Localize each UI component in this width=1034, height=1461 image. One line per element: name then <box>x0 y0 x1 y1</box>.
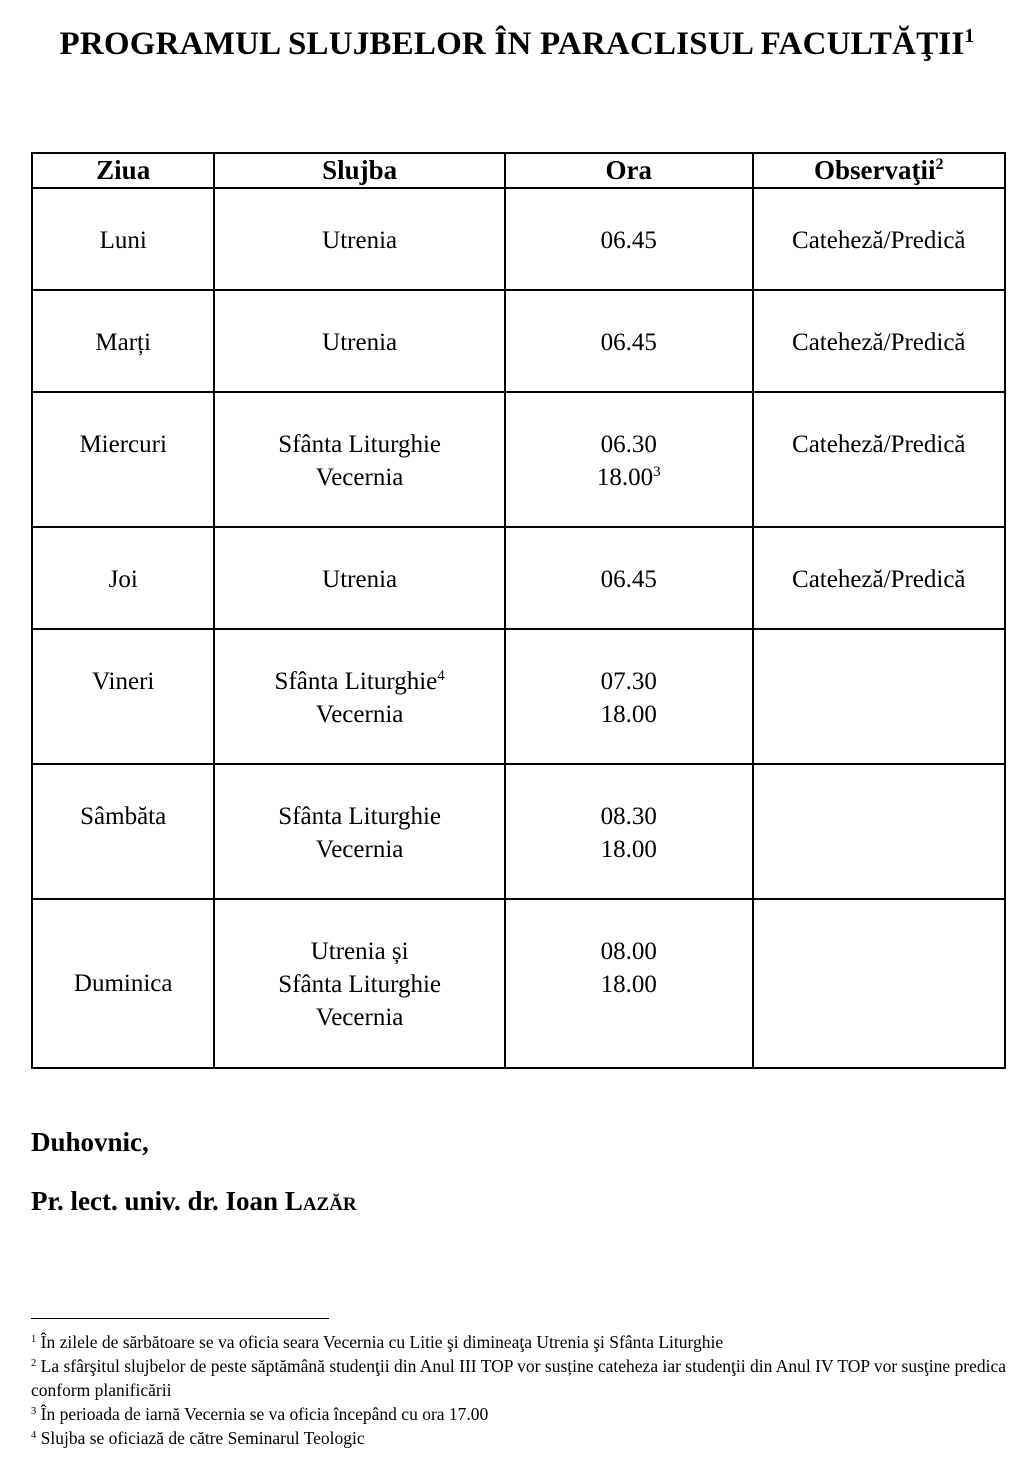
table-row <box>32 188 1005 290</box>
table-row <box>32 899 1005 1068</box>
observation-label: Cateheză/Predică <box>792 227 966 254</box>
cell-time <box>505 527 753 629</box>
day-label: Luni <box>99 227 147 254</box>
cell-day <box>32 899 214 1068</box>
footnote-number: 3 <box>31 1406 37 1418</box>
footnote-number: 1 <box>31 1334 37 1346</box>
cell-service <box>214 764 505 899</box>
cell-day <box>32 629 214 764</box>
cell-observations <box>753 629 1005 764</box>
signature-surname: Lazăr <box>284 1186 357 1216</box>
header-observations-text: Observaţii <box>813 155 936 185</box>
day-label: Vineri <box>92 668 155 695</box>
page-title <box>0 26 1034 63</box>
header-observations <box>753 153 1005 188</box>
cell-observations <box>753 764 1005 899</box>
header-day: Ziua <box>32 153 214 188</box>
time-label: 18.00 <box>600 701 657 728</box>
time-label: 07.30 <box>600 668 657 695</box>
day-label: Joi <box>108 566 138 593</box>
footnote-1 <box>31 1330 1006 1354</box>
cell-service <box>214 527 505 629</box>
service-label: Vecernia <box>315 701 404 728</box>
cell-time <box>505 899 753 1068</box>
signature-role: Duhovnic, <box>31 1127 149 1157</box>
service-label: Utrenia <box>322 329 398 356</box>
service-footnote-ref: 4 <box>437 668 445 684</box>
table-header-row <box>32 153 1005 188</box>
footnote-number: 2 <box>31 1358 37 1370</box>
cell-service <box>214 188 505 290</box>
service-value: Sfânta Liturghie <box>274 668 438 695</box>
cell-service <box>214 899 505 1068</box>
service-label: Vecernia <box>315 836 404 863</box>
footnote-3 <box>31 1402 1006 1426</box>
service-label: Sfânta Liturghie <box>278 803 441 830</box>
footnote-text: Slujba se oficiază de către Seminarul Teologic <box>40 1428 365 1448</box>
signature-name-prefix: Pr. lect. univ. dr. Ioan <box>31 1186 285 1216</box>
footnote-text: În zilele de sărbătoare se va oficia seara Vecernia cu Litie şi dimineaţa Utrenia şi Sfânta Liturghie <box>40 1332 724 1352</box>
service-label <box>215 665 504 698</box>
service-label: Utrenia <box>322 227 398 254</box>
title-footnote-ref: 1 <box>964 25 975 48</box>
day-label: Duminica <box>73 970 173 997</box>
footnote-text: În perioada de iarnă Vecernia se va oficia începând cu ora 17.00 <box>40 1404 489 1424</box>
cell-service <box>214 392 505 527</box>
cell-time <box>505 188 753 290</box>
footnote-separator <box>31 1318 329 1319</box>
header-service: Slujba <box>214 153 505 188</box>
cell-time <box>505 629 753 764</box>
time-label: 06.30 <box>600 431 657 458</box>
cell-observations <box>753 290 1005 392</box>
cell-day <box>32 527 214 629</box>
cell-time <box>505 764 753 899</box>
time-label: 06.45 <box>600 227 657 254</box>
day-label: Miercuri <box>79 431 167 458</box>
time-label: 18.00 <box>600 836 657 863</box>
cell-observations <box>753 392 1005 527</box>
time-label: 06.45 <box>600 329 657 356</box>
table-row <box>32 290 1005 392</box>
cell-time <box>505 392 753 527</box>
footnotes <box>31 1330 1006 1450</box>
service-label: Sfânta Liturghie <box>278 971 441 998</box>
cell-day <box>32 392 214 527</box>
header-observations-footnote-ref: 2 <box>935 155 944 174</box>
time-label <box>506 461 752 494</box>
header-time: Ora <box>505 153 753 188</box>
day-label: Marți <box>95 329 151 356</box>
time-value: 18.00 <box>596 464 654 491</box>
observation-label <box>754 765 1004 800</box>
table-row <box>32 764 1005 899</box>
cell-observations <box>753 899 1005 1068</box>
cell-service <box>214 290 505 392</box>
observation-label: Cateheză/Predică <box>792 329 966 356</box>
signature-name <box>31 1186 357 1217</box>
time-label: 06.45 <box>600 566 657 593</box>
footnote-number: 4 <box>31 1430 37 1442</box>
service-label: Vecernia <box>315 464 404 491</box>
service-label: Vecernia <box>315 1004 404 1031</box>
service-label: Sfânta Liturghie <box>278 431 441 458</box>
time-footnote-ref: 3 <box>653 464 661 480</box>
footnote-text: La sfârşitul slujbelor de peste săptămână studenţii din Anul III TOP vor susține cateheza iar studenţii din Anul IV TOP vor susţine predica conform planificării <box>31 1356 1007 1400</box>
observation-label: Cateheză/Predică <box>792 566 966 593</box>
observation-label: Cateheză/Predică <box>792 431 966 458</box>
footnote-4 <box>31 1426 1006 1450</box>
footnote-2 <box>31 1354 1006 1402</box>
table-row <box>32 629 1005 764</box>
time-label: 18.00 <box>600 971 657 998</box>
cell-observations <box>753 527 1005 629</box>
cell-day <box>32 188 214 290</box>
time-label: 08.00 <box>600 938 657 965</box>
day-label: Sâmbăta <box>80 803 167 830</box>
service-label: Utrenia și <box>310 938 409 965</box>
service-label: Utrenia <box>322 566 398 593</box>
time-label: 08.30 <box>600 803 657 830</box>
observation-label <box>754 630 1004 665</box>
cell-service <box>214 629 505 764</box>
schedule-table <box>31 152 1006 1069</box>
cell-day <box>32 290 214 392</box>
cell-day <box>32 764 214 899</box>
cell-time <box>505 290 753 392</box>
table-row <box>32 392 1005 527</box>
cell-observations <box>753 188 1005 290</box>
title-text: PROGRAMUL SLUJBELOR ÎN PARACLISUL FACULTĂŢII <box>59 26 965 62</box>
observation-label <box>754 900 1004 935</box>
table-row <box>32 527 1005 629</box>
